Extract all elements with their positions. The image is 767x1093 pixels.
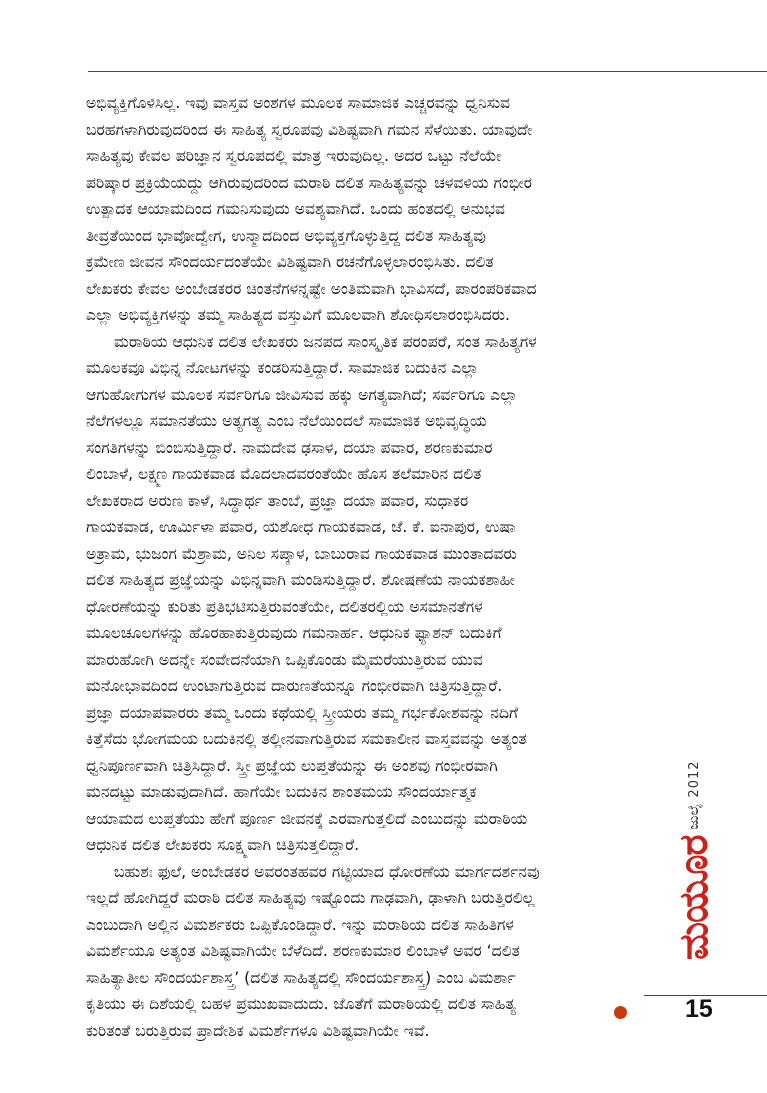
magazine-sidebar (664, 760, 724, 960)
text-line: ತೀವ್ರತೆಯಿಂದ ಭಾವೋದ್ವೇಗ, ಉನ್ಮಾದದಿಂದ ಅಭಿವ್ಯಕ್ತಗೊಳ್ಳುತ್ತಿದ್ದ ದಲಿತ ಸಾಹಿತ್ಯವು (86, 226, 486, 245)
bullet-dot-icon (614, 1006, 627, 1019)
text-line: ಮೂಲಕವೂ ವಿಭಿನ್ನ ನೋಟಗಳನ್ನು ಕಂಡರಿಸುತ್ತಿದ್ದಾರೆ. ಸಾಮಾಜಿಕ ಬದುಕಿನ ಎಲ್ಲಾ (86, 359, 479, 377)
issue-month: ಜುಲೈ (686, 803, 702, 830)
text-line: ಮನದಟ್ಟು ಮಾಡುವುದಾಗಿದೆ. ಹಾಗೆಯೇ ಬದುಕಿನ ಶಾಂತಮಯ ಸೌಂದರ್ಯಾತ್ಮಕ (86, 783, 477, 801)
text-line: ಪರಿಷ್ಕಾರ ಪ್ರಕ್ರಿಯೆಯದ್ದು ಆಗಿರುವುದರಿಂದ ಮರಾಠಿ ದಲಿತ ಸಾಹಿತ್ಯವನ್ನು ಚಳವಳಿಯ ಗಂಭೀರ (86, 173, 533, 192)
text-line: ಮೂಲಚೂಲಗಳನ್ನು ಹೊರಹಾಕುತ್ತಿರುವುದು ಗಮನಾರ್ಹ. ಆಧುನಿಕ ಫ್ಯಾಶನ್ ಬದುಕಿಗೆ (86, 624, 502, 642)
text-line: ಲಿಂಬಾಳೆ, ಲಕ್ಷ್ಮಣ ಗಾಯಕವಾಡ ಮೊದಲಾದವರಂತೆಯೇ ಹೊಸ ತಲೆಮಾರಿನ ದಲಿತ (86, 465, 482, 483)
text-line: ಮರಾಠಿಯ ಆಧುನಿಕ ದಲಿತ ಲೇಖಕರು ಜನಪದ ಸಾಂಸ್ಕೃತಿಕ ಪರಂಪರೆ, ಸಂತ ಸಾಹಿತ್ಯಗಳ (114, 332, 537, 351)
magazine-logo: ಮಯೂರ (671, 835, 717, 960)
text-line: ಪ್ರಜ್ಞಾ ದಯಾಪವಾರರು ತಮ್ಮ ಒಂದು ಕಥೆಯಲ್ಲಿ ಸ್ತ್ರೀಯರು ತಮ್ಮ ಗರ್ಭಕೋಶವನ್ನು ನದಿಗೆ (86, 703, 519, 722)
text-line: ಆಗುಹೋಗುಗಳ ಮೂಲಕ ಸರ್ವರಿಗೂ ಜೀವಿಸುವ ಹಕ್ಕು ಅಗತ್ಯವಾಗಿದೆ; ಸರ್ವರಿಗೂ ಎಲ್ಲಾ (86, 385, 518, 404)
text-line: ಮಾರುಹೋಗಿ ಅದನ್ನೇ ಸಂವೇದನೆಯಾಗಿ ಒಪ್ಪಿಕೊಂಡು ಮೈಮರೆಯುತ್ತಿರುವ ಯುವ (86, 650, 483, 669)
text-line: ವಿಮರ್ಶೆಯೂ ಅತ್ಯಂತ ವಿಶಿಷ್ಟವಾಗಿಯೇ ಬೆಳೆದಿದೆ. ಶರಣಕುಮಾರ ಲಿಂಬಾಳೆ ಅವರ ‘ದಲಿತ (86, 942, 520, 960)
top-rule (88, 71, 767, 72)
text-line: ಲೇಖಕರಾದ ಅರುಣ ಕಾಳೆ, ಸಿದ್ಧಾರ್ಥ ತಾಂಬೆ, ಪ್ರಜ್ಞಾ ದಯಾ ಪವಾರ, ಸುಧಾಕರ (86, 491, 469, 510)
text-line: ಧ್ವನಿಪೂರ್ಣವಾಗಿ ಚಿತ್ರಿಸಿದ್ದಾರೆ. ಸ್ತ್ರೀ ಪ್ರಜ್ಞೆಯ ಲುಪ್ತತೆಯನ್ನು ಈ ಅಂಶವು ಗಂಭೀರವಾಗಿ (86, 756, 498, 775)
issue-year: 2012 (686, 760, 702, 798)
text-line: ಮನೋಭಾವದಿಂದ ಉಂಟಾಗುತ್ತಿರುವ ದಾರುಣತೆಯನ್ನೂ ಗಂಭೀರವಾಗಿ ಚಿತ್ರಿಸುತ್ತಿದ್ದಾರೆ. (86, 677, 503, 695)
text-line: ಆಯಾಮದ ಲುಪ್ತತೆಯು ಹೇಗೆ ಪೂರ್ಣ ಜೀವನಕ್ಕೆ ಎರವಾಗುತ್ತಲಿದೆ ಎಂಬುದನ್ನು ಮರಾಠಿಯ (86, 809, 528, 828)
text-line: ಬಹುಶಃ ಫುಲೆ, ಅಂಬೇಡಕರ ಅವರಂತಹವರ ಗಟ್ಟಿಯಾದ ಧೋರಣೆಯ ಮಾರ್ಗದರ್ಶನವು (114, 862, 540, 881)
text-line: ಸಾಹಿತ್ಯವು ಕೇವಲ ಪರಿಜ್ಞಾನ ಸ್ವರೂಪದಲ್ಲಿ ಮಾತ್ರ ಇರುವುದಿಲ್ಲ. ಅದರ ಒಟ್ಟು ನೆಲೆಯೇ (86, 147, 502, 165)
text-line: ಎಲ್ಲಾ ಅಭಿವ್ಯಕ್ತಿಗಳನ್ನು ತಮ್ಮ ಸಾಹಿತ್ಯದ ವಸ್ತುವಿಗೆ ಮೂಲವಾಗಿ ಶೋಧಿಸಲಾರಂಭಿಸಿದರು. (86, 306, 510, 324)
text-line: ಉತ್ಪಾದಕ ಆಯಾಮದಿಂದ ಗಮನಿಸುವುದು ಅವಶ್ಯವಾಗಿದೆ. ಒಂದು ಹಂತದಲ್ಲಿ ಅನುಭವ (86, 200, 506, 218)
article-body (86, 90, 662, 1044)
text-line: ದಲಿತ ಸಾಹಿತ್ಯದ ಪ್ರಜ್ಞೆಯನ್ನು ವಿಭಿನ್ನವಾಗಿ ಮಂಡಿಸುತ್ತಿದ್ದಾರೆ. ಶೋಷಣೆಯ ನಾಯಕಶಾಹೀ (86, 571, 515, 589)
text-line: ನೆಲೆಗಳಲ್ಲೂ ಸಮಾನತೆಯು ಅತ್ಯಗತ್ಯ ಎಂಬ ನೆಲೆಯಿಂದಲೆ ಸಾಮಾಜಿಕ ಅಭಿವೃದ್ಧಿಯ (86, 412, 487, 430)
text-line: ಎಂಬುದಾಗಿ ಅಲ್ಲಿನ ವಿಮರ್ಶಕರು ಒಪ್ಪಿಕೊಂಡಿದ್ದಾರೆ. ಇನ್ನು ಮರಾಠಿಯ ದಲಿತ ಸಾಹಿತಿಗಳ (86, 915, 514, 934)
text-line: ಕ್ರಮೇಣ ಜೀವನ ಸೌಂದರ್ಯದಂತೆಯೇ ವಿಶಿಷ್ಟವಾಗಿ ರಚನೆಗೊಳ್ಳಲಾರಂಭಿಸಿತು. ದಲಿತ (86, 253, 494, 271)
text-line: ಆಧುನಿಕ ದಲಿತ ಲೇಖಕರು ಸೂಕ್ಷ್ಮವಾಗಿ ಚಿತ್ರಿಸುತ್ತಲಿದ್ದಾರೆ. (86, 836, 360, 854)
text-line: ಸಂಗತಿಗಳನ್ನು ಬಿಂಬಿಸುತ್ತಿದ್ದಾರೆ. ನಾಮದೇವ ಢಸಾಳ, ದಯಾ ಪವಾರ, ಶರಣಕುಮಾರ (86, 438, 493, 457)
text-line: ಅಭಿವ್ಯಕ್ತಿಗೊಳಿಸಿಲ್ಲ. ಇವು ವಾಸ್ತವ ಅಂಶಗಳ ಮೂಲಕ ಸಾಮಾಜಿಕ ಎಚ್ಚರವನ್ನು ಧ್ವನಿಸುವ (86, 94, 511, 112)
text-line: ಕುರಿತಂತೆ ಬರುತ್ತಿರುವ ಪ್ರಾದೇಶಿಕ ವಿಮರ್ಶೆಗಳೂ ವಿಶಿಷ್ಟವಾಗಿಯೇ ಇವೆ. (86, 1021, 430, 1040)
text-line: ಇಲ್ಲದೆ ಹೋಗಿದ್ದರೆ ಮರಾಠಿ ದಲಿತ ಸಾಹಿತ್ಯವು ಇಷ್ಟೊಂದು ಗಾಢವಾಗಿ, ಢಾಳಾಗಿ ಬರುತ್ತಿರಲಿಲ್ಲ (86, 889, 535, 907)
text-line: ಕೃತಿಯು ಈ ದಿಶೆಯಲ್ಲಿ ಬಹಳ ಪ್ರಮುಖವಾದುದು. ಜೊತೆಗೆ ಮರಾಠಿಯಲ್ಲಿ ದಲಿತ ಸಾಹಿತ್ಯ (86, 995, 516, 1013)
text-line: ಗಾಯಕವಾಡ, ಊರ್ಮಿಳಾ ಪವಾರ, ಯಶೋಧ ಗಾಯಕವಾಡ, ಜೆ. ಕೆ. ಐನಾಪುರ, ಉಷಾ (86, 518, 516, 536)
text-line: ಬರಹಗಳಾಗಿರುವುದರಿಂದ ಈ ಸಾಹಿತ್ಯ ಸ್ವರೂಪವು ವಿಶಿಷ್ಟವಾಗಿ ಗಮನ ಸೆಳೆಯಿತು. ಯಾವುದೇ (86, 120, 533, 139)
text-line: ಸಾಹಿತ್ಯಾತೀಲ ಸೌಂದರ್ಯಶಾಸ್ತ್ರ’ (ದಲಿತ ಸಾಹಿತ್ಯದಲ್ಲಿ ಸೌಂದರ್ಯಶಾಸ್ತ್ರ) ಎಂಬ ವಿಮರ್ಶಾ (86, 968, 516, 987)
text-line: ಕಿತ್ತೆಸೆದು ಭೋಗಮಯ ಬದುಕಿನಲ್ಲಿ ತಲ್ಲೀನವಾಗುತ್ತಿರುವ ಸಮಕಾಲೀನ ವಾಸ್ತವವನ್ನು ಅತ್ಯಂತ (86, 730, 527, 748)
text-line: ಲೇಖಕರು ಕೇವಲ ಅಂಬೇಡಕರರ ಚಿಂತನೆಗಳನ್ನಷ್ಟೇ ಅಂತಿಮವಾಗಿ ಭಾವಿಸದೆ, ಪಾರಂಪರಿಕವಾದ (86, 279, 537, 298)
page-number: 15 (685, 995, 713, 1023)
text-line: ಧೋರಣೆಯನ್ನು ಕುರಿತು ಪ್ರತಿಭಟಿಸುತ್ತಿರುವಂತೆಯೇ, ದಲಿತರಲ್ಲಿಯ ಅಸಮಾನತೆಗಳ (86, 597, 483, 616)
text-line: ಅತ್ರಾಮ, ಭುಜಂಗ ಮೆಶ್ರಾಮ, ಅನಿಲ ಸಪ್ಕಾಳ, ಬಾಬುರಾವ ಗಾಯಕವಾಡ ಮುಂತಾದವರು (86, 544, 517, 563)
